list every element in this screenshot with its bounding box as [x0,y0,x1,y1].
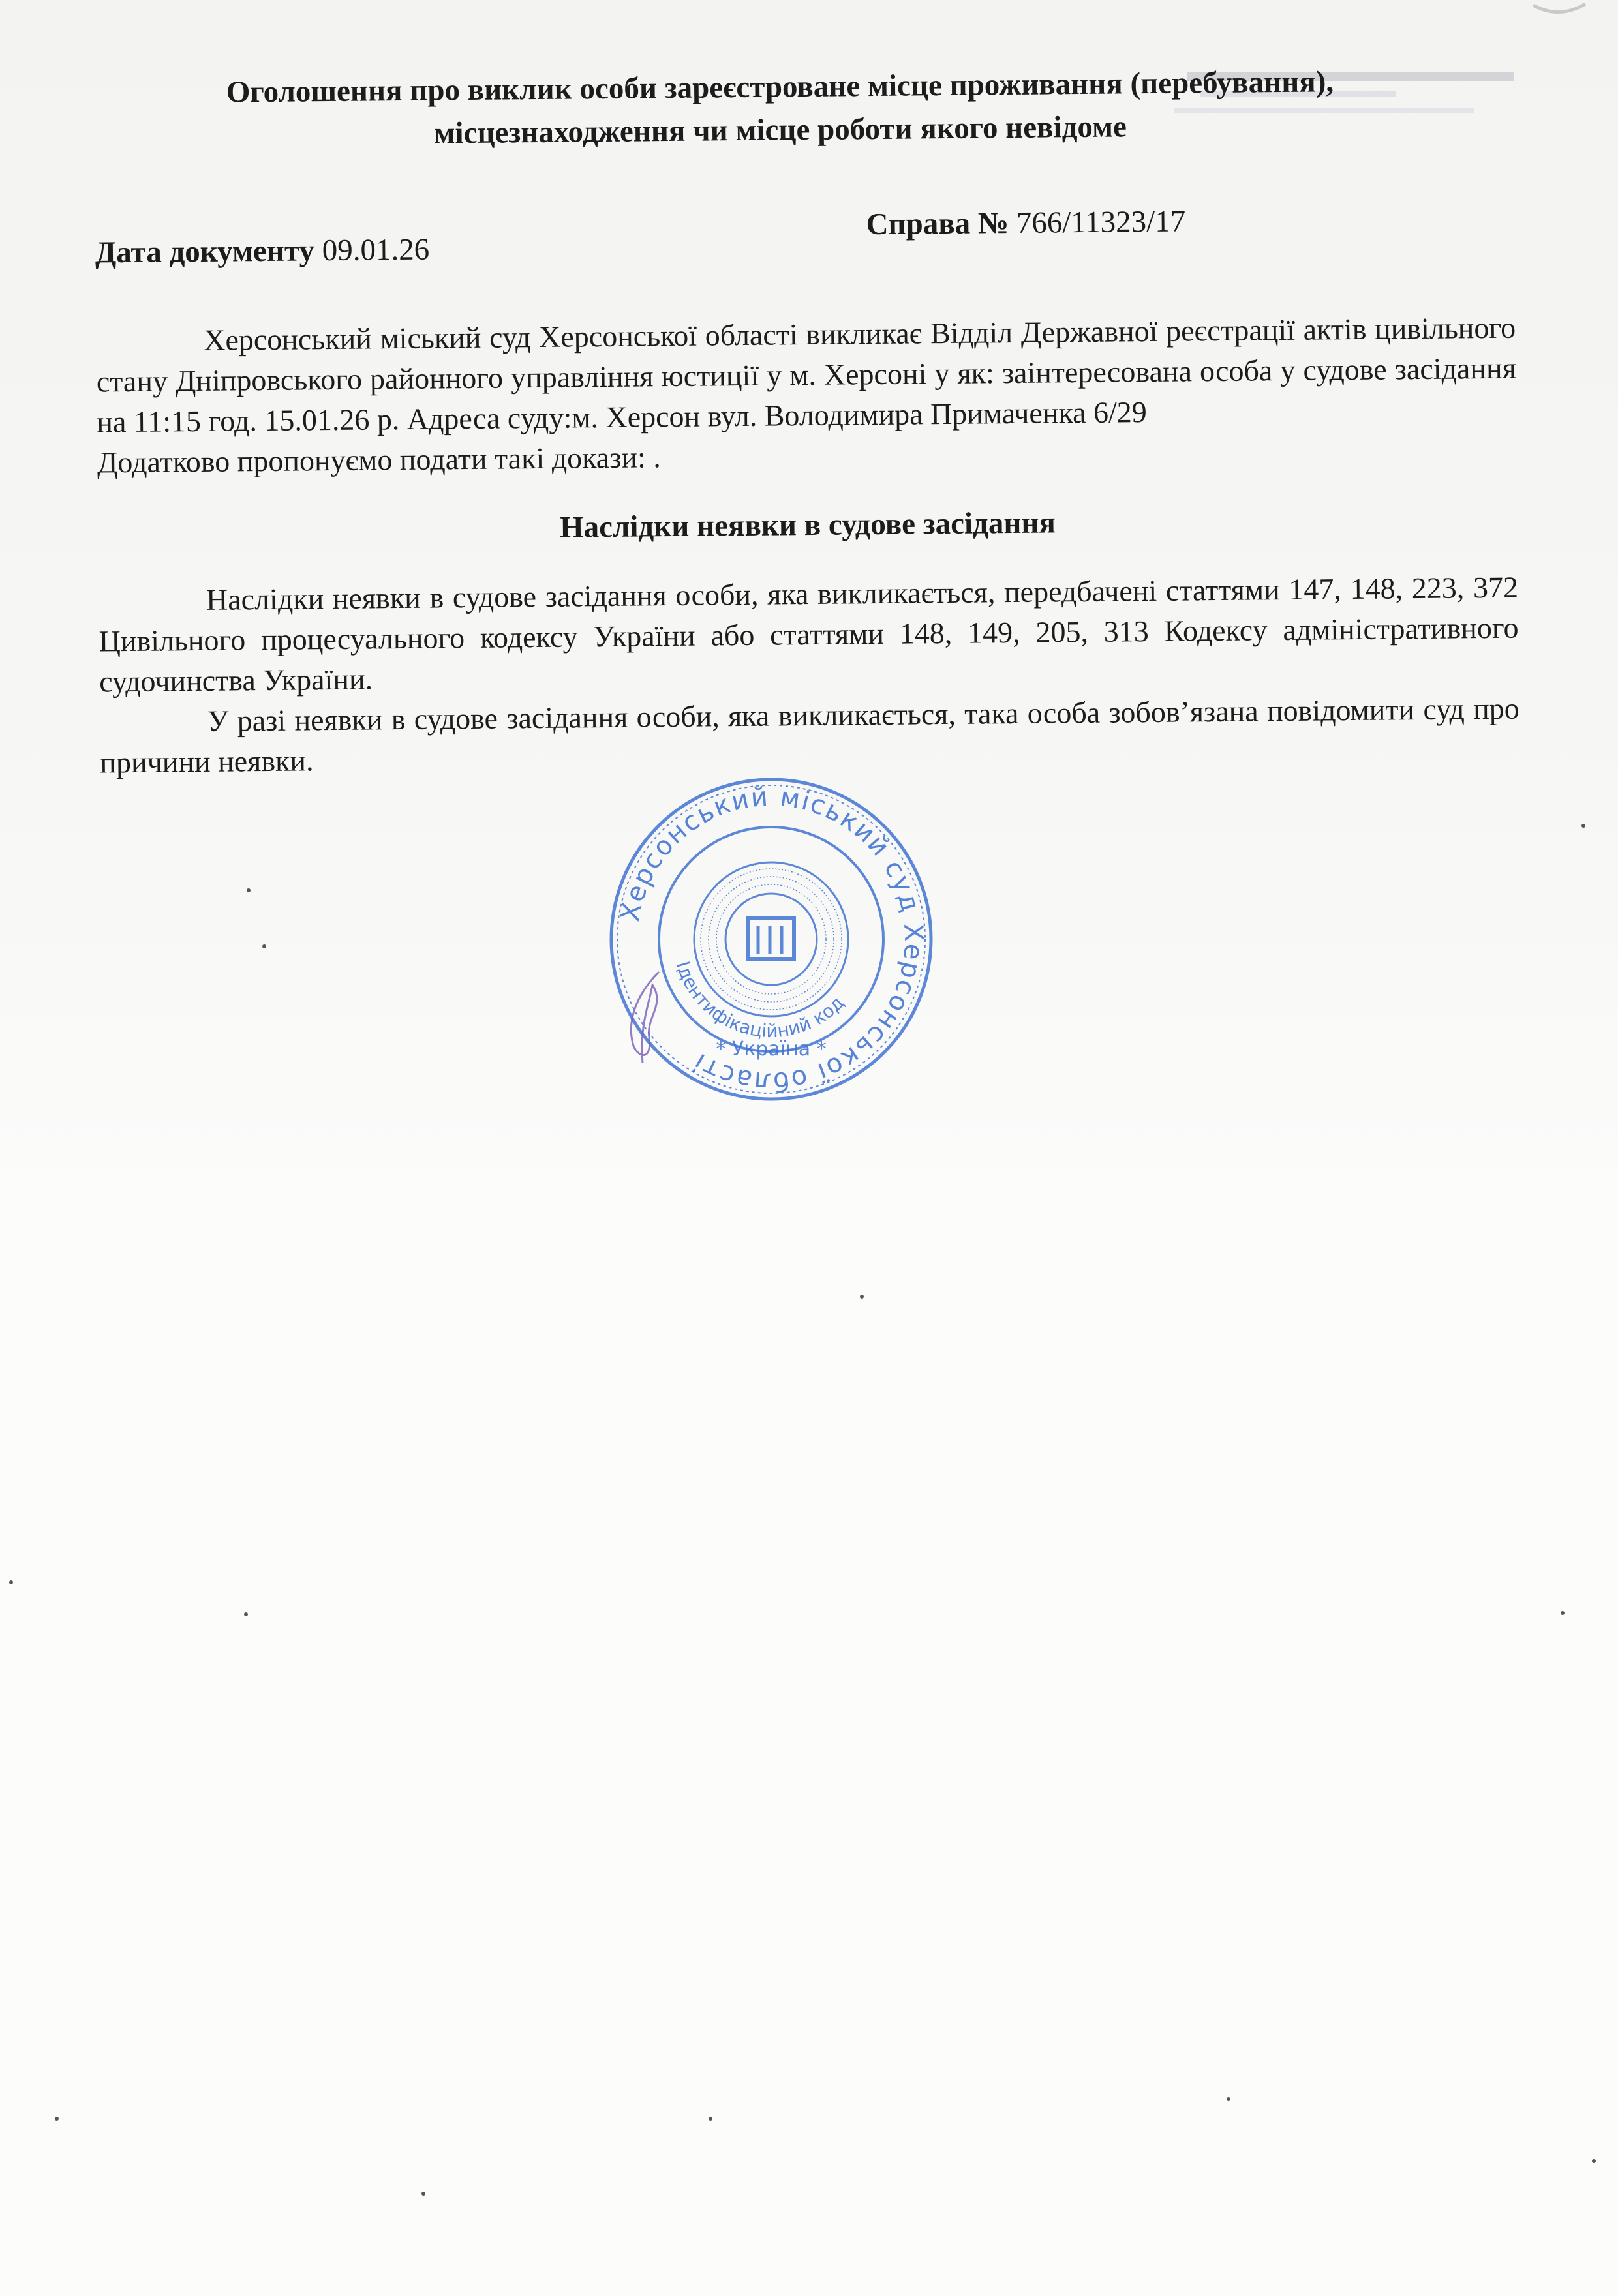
scan-speck [9,1580,13,1584]
signature-scribble [613,965,692,1070]
scan-speck [247,888,251,892]
scan-speck [1561,1611,1565,1615]
scan-speck [55,2117,59,2121]
case-number [866,204,1185,242]
case-value: 766/11323/17 [1016,204,1186,240]
scan-speck [1592,2159,1596,2163]
scan-speck [1227,2097,1230,2101]
scan-speck [244,1612,248,1616]
title-line-2: місцезнаходження чи місце роботи якого невідоме [434,110,1127,151]
scan-speck [1581,824,1585,828]
scan-speck [262,944,266,948]
seal-bottom-text: * Україна * [716,1038,827,1061]
scan-speck [709,2117,712,2121]
seal-inner-text: Ідентифікаційний код [671,959,849,1042]
notification-paragraph: У разі неявки в судове засідання особи, яка викликається, така особа зобов’язана повідомити суд про причини неявки. [100,691,1519,779]
document-title [127,59,1433,158]
date-value: 09.01.26 [322,232,430,268]
scan-speck [421,2192,425,2196]
date-label: Дата документу [95,234,315,270]
seal-outer-text: Херсонський міський суд Херсонської області [615,781,929,1097]
title-line-1: Оголошення про виклик особи зареєстроване місце проживання (перебування), [226,65,1334,110]
scan-speck [860,1295,864,1299]
document-date [95,232,430,271]
consequences-heading: Наслідки неявки в судове засідання [559,506,1056,545]
consequences-paragraph: Наслідки неявки в судове засідання особи, яка викликається, передбачені статтями 147, 148, 223, 372 Цивільного процесуального кодексу України або статтями 148, 149, 205, 313 Кодексу адміністративного судочинства України. [99,570,1519,699]
case-label: Справа № [866,206,1009,242]
svg-text:Ідентифікаційний код [672,959,848,1042]
summons-paragraph: Херсонський міський суд Херсонської області викликає Відділ Державної реєстрації актів цивільного стану Дніпровського районного управління юстиції у м. Херсоні у як: заінтересована особа у судове засідання на 11:15 год. 15.01.26 р. Адреса суду:м. Херсон вул. Володимира Примаченка 6/29 [96,310,1516,439]
document-body [96,308,1520,783]
evidence-line: Додатково пропонуємо подати такі докази: . [97,440,662,479]
